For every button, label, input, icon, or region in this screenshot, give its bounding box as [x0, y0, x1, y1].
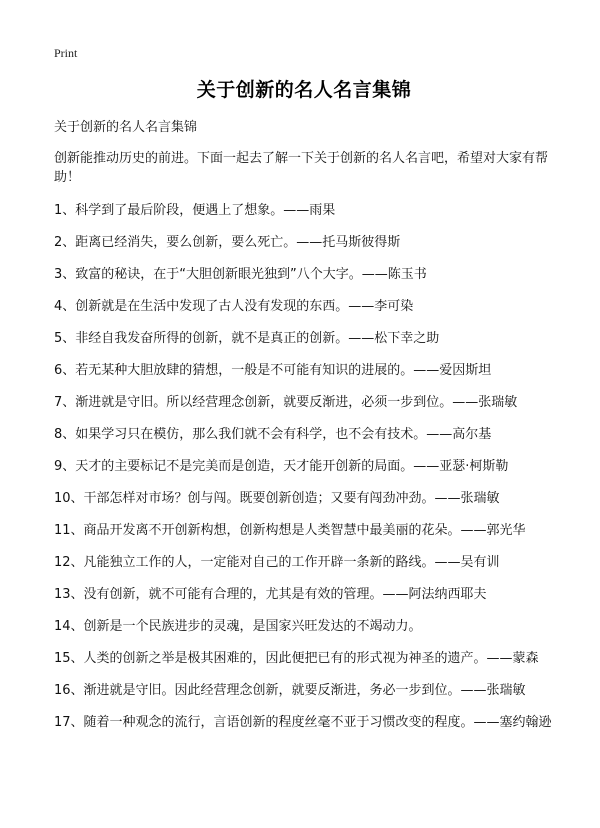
document-page — [54, 46, 554, 745]
quote-item: 8、如果学习只在模仿，那么我们就不会有科学，也不会有技术。——高尔基 — [54, 427, 492, 442]
intro-paragraph: 创新能推动历史的前进。下面一起去了解一下关于创新的名人名言吧，希望对大家有帮助！ — [54, 151, 549, 185]
quote-item: 11、商品开发离不开创新构想，创新构想是人类智慧中最美丽的花朵。——郭光华 — [54, 523, 526, 538]
page-title: 关于创新的名人名言集锦 — [196, 79, 412, 101]
quote-item: 3、致富的秘诀，在于“大胆创新眼光独到”八个大字。——陈玉书 — [54, 267, 427, 282]
quote-item: 2、距离已经消失，要么创新，要么死亡。——托马斯彼得斯 — [54, 235, 401, 250]
quote-item: 10、干部怎样对市场？创与闯。既要创新创造；又要有闯劲冲劲。——张瑞敏 — [54, 491, 500, 506]
quote-item: 1、科学到了最后阶段，便遇上了想象。——雨果 — [54, 203, 336, 218]
print-link[interactable]: Print — [54, 46, 78, 60]
quote-item: 6、若无某种大胆放肆的猜想，一般是不可能有知识的进展的。——爱因斯坦 — [54, 363, 492, 378]
quote-item: 5、非经自我发奋所得的创新，就不是真正的创新。——松下幸之助 — [54, 331, 440, 346]
quote-item: 15、人类的创新之举是极其困难的，因此便把已有的形式视为神圣的遗产。——蒙森 — [54, 651, 539, 666]
quote-item: 16、渐进就是守旧。因此经营理念创新，就要反渐进，务必一步到位。——张瑞敏 — [54, 683, 526, 698]
quote-item: 7、渐进就是守旧。所以经营理念创新，就要反渐进，必须一步到位。——张瑞敏 — [54, 395, 518, 410]
quote-item: 13、没有创新，就不可能有合理的，尤其是有效的管理。——阿法纳西耶夫 — [54, 587, 487, 602]
quote-item: 4、创新就是在生活中发现了古人没有发现的东西。——李可染 — [54, 299, 414, 314]
quote-item: 12、凡能独立工作的人，一定能对自己的工作开辟一条新的路线。——吴有训 — [54, 555, 500, 570]
quote-item: 9、天才的主要标记不是完美而是创造，天才能开创新的局面。——亚瑟·柯斯勒 — [54, 459, 509, 474]
quote-item: 14、创新是一个民族进步的灵魂，是国家兴旺发达的不竭动力。 — [54, 619, 422, 634]
quote-list — [54, 201, 554, 732]
quote-item: 17、随着一种观念的流行，言语创新的程度丝毫不亚于习惯改变的程度。——塞约翰逊 — [54, 715, 552, 730]
subtitle: 关于创新的名人名言集锦 — [54, 120, 198, 135]
